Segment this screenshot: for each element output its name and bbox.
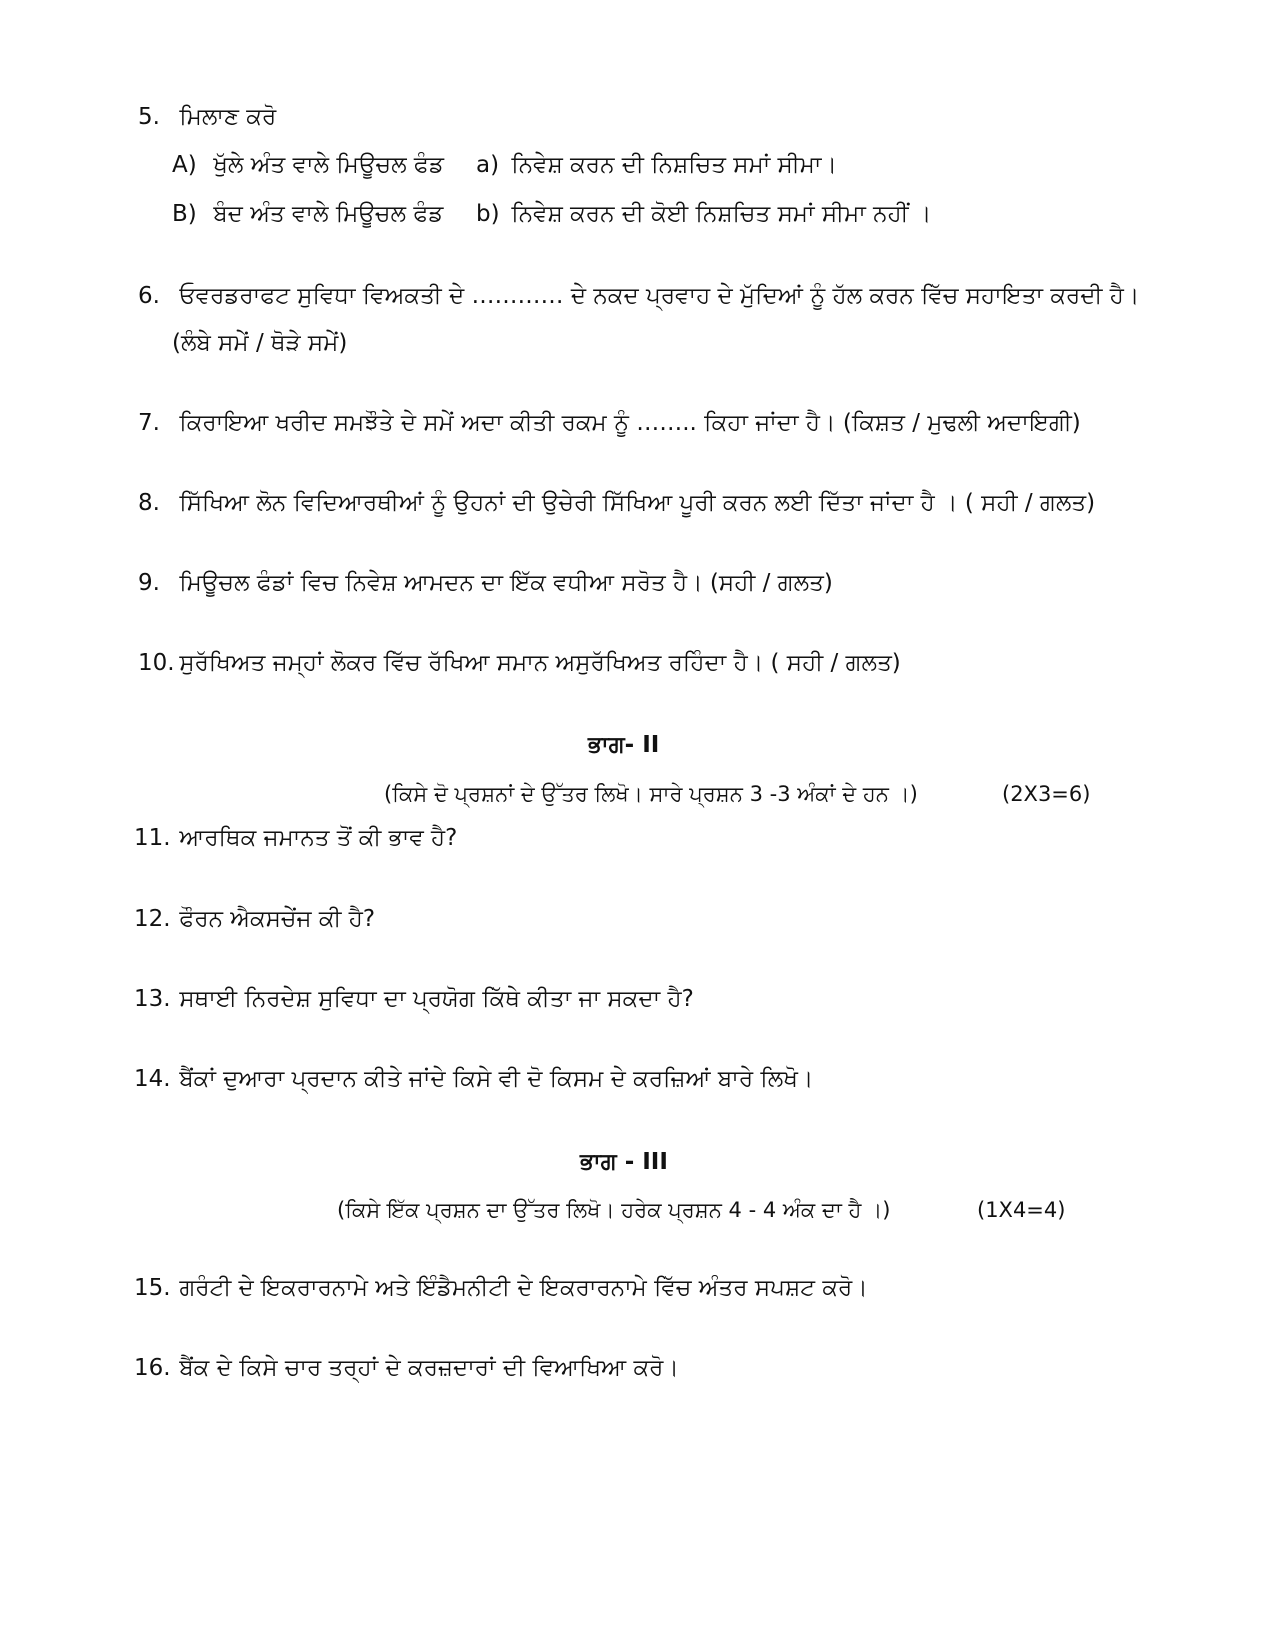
question-number: 5. (138, 104, 160, 130)
question-12 (134, 904, 375, 934)
question-6 (138, 281, 1139, 311)
question-14 (134, 1064, 813, 1094)
question-5 (138, 102, 276, 132)
question-text: ਗਰੰਟੀ ਦੇ ਇਕਰਾਰਨਾਮੇ ਅਤੇ ਇੰਡੈਮਨੀਟੀ ਦੇ ਇਕਰਾਰਨਾਮੇ ਵਿੱਚ ਅੰਤਰ ਸਪਸ਼ਟ ਕਰੋ। (179, 1275, 868, 1301)
question-number: 7. (138, 410, 160, 436)
section-2-marks: (2X3=6) (1002, 782, 1091, 806)
match-key: b) (476, 201, 500, 227)
question-8 (138, 488, 1095, 518)
match-row-b-right (476, 199, 931, 229)
match-key: a) (476, 152, 500, 178)
question-text: ਫੌਰਨ ਐਕਸਚੇਂਜ ਕੀ ਹੈ? (179, 906, 376, 932)
question-text: ਆਰਥਿਕ ਜਮਾਨਤ ਤੋਂ ਕੀ ਭਾਵ ਹੈ? (179, 825, 458, 851)
question-text: ਸਿੱਖਿਆ ਲੋਨ ਵਿਦਿਆਰਥੀਆਂ ਨੂੰ ਉਹਨਾਂ ਦੀ ਉਚੇਰੀ ਸਿੱਖਿਆ ਪੂਰੀ ਕਰਨ ਲਈ ਦਿੱਤਾ ਜਾਂਦਾ ਹੈ । ( ਸਹੀ / ਗਲਤ) (179, 490, 1096, 516)
question-11 (134, 823, 457, 853)
match-key: B) (172, 201, 197, 227)
question-13 (134, 984, 694, 1014)
question-9 (138, 568, 833, 598)
section-2-heading: ਭਾਗ- II (588, 732, 660, 758)
match-row-a-right (476, 150, 837, 180)
question-text: ਓਵਰਡਰਾਫਟ ਸੁਵਿਧਾ ਵਿਅਕਤੀ ਦੇ ………… ਦੇ ਨਕਦ ਪ੍ਰਵਾਹ ਦੇ ਮੁੱਦਿਆਂ ਨੂੰ ਹੱਲ ਕਰਨ ਵਿੱਚ ਸਹਾਇਤਾ ਕਰਦੀ ਹੈ। (179, 283, 1140, 309)
section-2-instruction: (ਕਿਸੇ ਦੋ ਪ੍ਰਸ਼ਨਾਂ ਦੇ ਉੱਤਰ ਲਿਖੋ। ਸਾਰੇ ਪ੍ਰਸ਼ਨ 3 -3 ਅੰਕਾਂ ਦੇ ਹਨ ।) (384, 782, 918, 806)
question-number: 10. (138, 650, 175, 676)
question-text: ਮਿਊਚਲ ਫੰਡਾਂ ਵਿਚ ਨਿਵੇਸ਼ ਆਮਦਨ ਦਾ ਇੱਕ ਵਧੀਆ ਸਰੋਤ ਹੈ। (ਸਹੀ / ਗਲਤ) (179, 570, 833, 596)
question-text: ਸੁਰੱਖਿਅਤ ਜਮ੍ਹਾਂ ਲੋਕਰ ਵਿੱਚ ਰੱਖਿਆ ਸਮਾਨ ਅਸੁਰੱਖਿਅਤ ਰਹਿੰਦਾ ਹੈ। ( ਸਹੀ / ਗਲਤ) (179, 650, 901, 676)
question-6-options: (ਲੰਬੇ ਸਮੇਂ / ਥੋੜੇ ਸਮੇਂ) (172, 330, 348, 356)
match-text: ਨਿਵੇਸ਼ ਕਰਨ ਦੀ ਕੋਈ ਨਿਸ਼ਚਿਤ ਸਮਾਂ ਸੀਮਾ ਨਹੀਂ । (511, 201, 932, 227)
question-16 (134, 1353, 679, 1383)
match-key: A) (172, 152, 197, 178)
section-3-instruction: (ਕਿਸੇ ਇੱਕ ਪ੍ਰਸ਼ਨ ਦਾ ਉੱਤਰ ਲਿਖੋ। ਹਰੇਕ ਪ੍ਰਸ਼ਨ 4 - 4 ਅੰਕ ਦਾ ਹੈ ।) (337, 1198, 891, 1222)
question-15 (134, 1273, 868, 1303)
match-row-b-left (172, 199, 443, 229)
question-number: 6. (138, 283, 160, 309)
question-number: 11. (134, 825, 171, 851)
question-number: 9. (138, 570, 160, 596)
match-text: ਬੰਦ ਅੰਤ ਵਾਲੇ ਮਿਊਚਲ ਫੰਡ (213, 201, 444, 227)
question-7 (138, 408, 1081, 438)
question-text: ਬੈਂਕ ਦੇ ਕਿਸੇ ਚਾਰ ਤਰ੍ਹਾਂ ਦੇ ਕਰਜ਼ਦਾਰਾਂ ਦੀ ਵਿਆਖਿਆ ਕਰੋ। (179, 1355, 679, 1381)
match-text: ਨਿਵੇਸ਼ ਕਰਨ ਦੀ ਨਿਸ਼ਚਿਤ ਸਮਾਂ ਸੀਮਾ। (511, 152, 837, 178)
match-text: ਖੁੱਲੇ ਅੰਤ ਵਾਲੇ ਮਿਊਚਲ ਫੰਡ (213, 152, 444, 178)
question-number: 16. (134, 1355, 171, 1381)
question-number: 12. (134, 906, 171, 932)
question-text: ਮਿਲਾਣ ਕਰੋ (179, 104, 277, 130)
question-10 (138, 648, 901, 678)
question-number: 8. (138, 490, 160, 516)
match-row-a-left (172, 150, 444, 180)
question-number: 15. (134, 1275, 171, 1301)
section-3-marks: (1X4=4) (977, 1198, 1066, 1222)
section-3-heading: ਭਾਗ - III (580, 1149, 668, 1175)
question-text: ਸਥਾਈ ਨਿਰਦੇਸ਼ ਸੁਵਿਧਾ ਦਾ ਪ੍ਰਯੋਗ ਕਿੱਥੇ ਕੀਤਾ ਜਾ ਸਕਦਾ ਹੈ? (179, 986, 694, 1012)
question-text: ਬੈਂਕਾਂ ਦੁਆਰਾ ਪ੍ਰਦਾਨ ਕੀਤੇ ਜਾਂਦੇ ਕਿਸੇ ਵੀ ਦੋ ਕਿਸਮ ਦੇ ਕਰਜ਼ਿਆਂ ਬਾਰੇ ਲਿਖੋ। (179, 1066, 814, 1092)
question-number: 14. (134, 1066, 171, 1092)
question-text: ਕਿਰਾਇਆ ਖਰੀਦ ਸਮਝੌਤੇ ਦੇ ਸਮੇਂ ਅਦਾ ਕੀਤੀ ਰਕਮ ਨੂੰ …….. ਕਿਹਾ ਜਾਂਦਾ ਹੈ। (ਕਿਸ਼ਤ / ਮੁਢਲੀ ਅਦਾਇਗੀ) (179, 410, 1081, 436)
question-number: 13. (134, 986, 171, 1012)
